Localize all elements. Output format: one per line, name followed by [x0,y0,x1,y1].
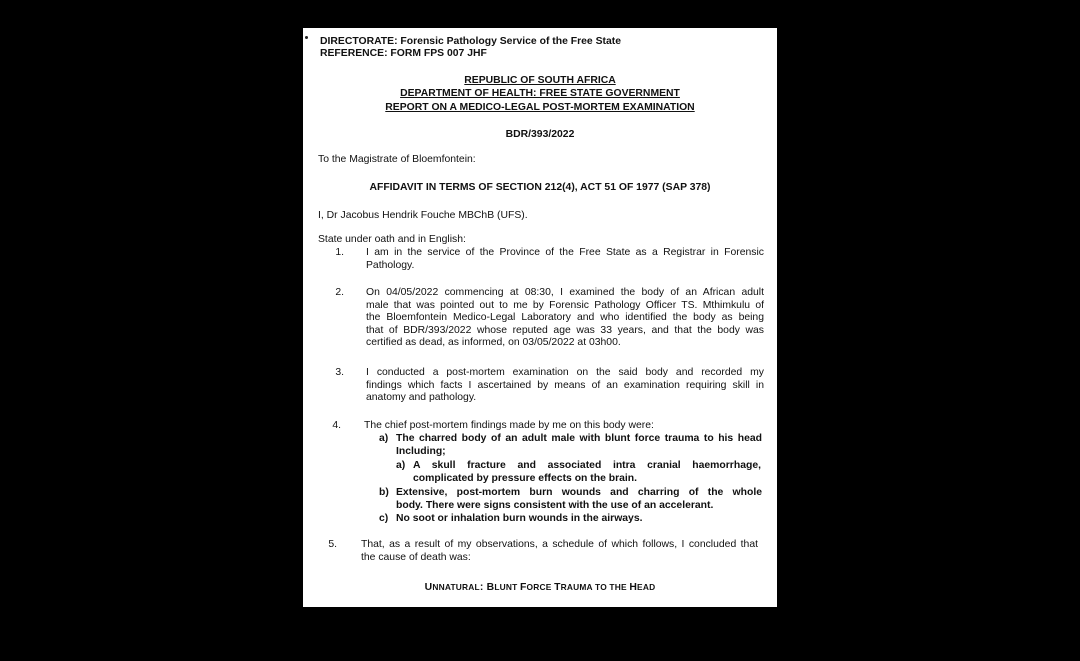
case-number: BDR/393/2022 [505,129,575,140]
paragraph-line: On 04/05/2022 commencing at 08:30, I examined the body of an African adult [366,287,764,298]
finding-b [396,487,762,512]
paragraph-line: certified as dead, as informed, on 03/05/2022 at 03h00. [366,337,621,349]
paragraph-number: 5. [328,539,337,550]
paragraph-4 [364,420,762,433]
paragraph-line: the cause of death was: [361,551,471,563]
finding-a [396,433,762,458]
paragraph-3 [366,367,764,405]
paragraph-line: that of BDR/393/2022 whose reputed age was 33 years, and that the body was [366,324,764,336]
cod-part: T [554,582,561,593]
reference-line: REFERENCE: FORM FPS 007 JHF [320,48,487,59]
cause-of-death [303,581,777,595]
scan-speck [305,36,308,39]
cod-part: TO THE [595,582,630,592]
cod-part: U [424,582,433,593]
paragraph-number: 4. [332,420,341,431]
cod-part: ORCE [526,582,555,592]
finding-line: The charred body of an adult male with blunt force trauma to his head [396,433,762,444]
finding-a-label: a) [379,433,389,444]
cod-part: H [629,582,638,593]
paragraph-line: findings which facts I ascertained by means of an examination requiring skill in [366,379,764,391]
paragraph-5 [361,539,758,564]
finding-b-label: b) [379,487,389,498]
cod-part: EAD [637,582,656,592]
paragraph-number: 1. [335,247,344,258]
title-report: REPORT ON A MEDICO-LEGAL POST-MORTEM EXAMINATION [385,102,695,113]
paragraph-number: 3. [335,367,344,378]
paragraph-number: 2. [335,287,344,298]
declarant: I, Dr Jacobus Hendrik Fouche MBChB (UFS). [318,210,528,221]
document-page [303,28,777,607]
finding-line: No soot or inhalation burn wounds in the airways. [396,513,643,524]
paragraph-line: anatomy and pathology. [366,392,477,404]
paragraph-line: Pathology. [366,259,415,271]
cod-part: LUNT [494,582,520,592]
finding-line: Extensive, post-mortem burn wounds and charring of the whole [396,487,762,498]
title-republic: REPUBLIC OF SOUTH AFRICA [464,75,616,86]
finding-line: body. There were signs consistent with the use of an accelerant. [396,499,714,511]
finding-a-sub-label: a) [396,460,406,471]
paragraph-line: I conducted a post-mortem examination on the said body and recorded my [366,367,764,378]
affidavit-title: AFFIDAVIT IN TERMS OF SECTION 212(4), ACT 51 OF 1977 (SAP 378) [369,182,711,193]
finding-line: A skull fracture and associated intra cranial haemorrhage, [413,460,761,471]
finding-line: complicated by pressure effects on the brain. [413,472,638,484]
paragraph-line: I am in the service of the Province of the Free State as a Registrar in Forensic [366,247,764,258]
addressee: To the Magistrate of Bloemfontein: [318,154,476,165]
cod-part: : [479,582,487,593]
directorate-line: DIRECTORATE: Forensic Pathology Service of the Free State [320,36,622,47]
oath-statement: State under oath and in English: [318,234,466,245]
paragraph-line: male that was pointed out to me by Forensic Pathology Officer TS. Mthimkulu of [366,299,764,311]
paragraph-1 [366,247,764,272]
paragraph-line: The chief post-mortem findings made by me on this body were: [364,420,654,431]
cod-part: NNATURAL [432,582,480,592]
finding-c [396,513,762,526]
paragraph-2 [366,287,764,350]
paragraph-line: the Bloemfontein Medico-Legal Laboratory and who identified the body as being [366,312,764,324]
cod-part: F [519,582,527,593]
cod-part: B [486,582,495,593]
paragraph-line: That, as a result of my observations, a schedule of which follows, I concluded that [361,539,758,550]
title-department: DEPARTMENT OF HEALTH: FREE STATE GOVERNMENT [400,88,680,99]
finding-line: Including; [396,445,446,457]
finding-a-sub [413,460,761,485]
cod-part: RAUMA [560,582,596,592]
finding-c-label: c) [379,513,389,524]
